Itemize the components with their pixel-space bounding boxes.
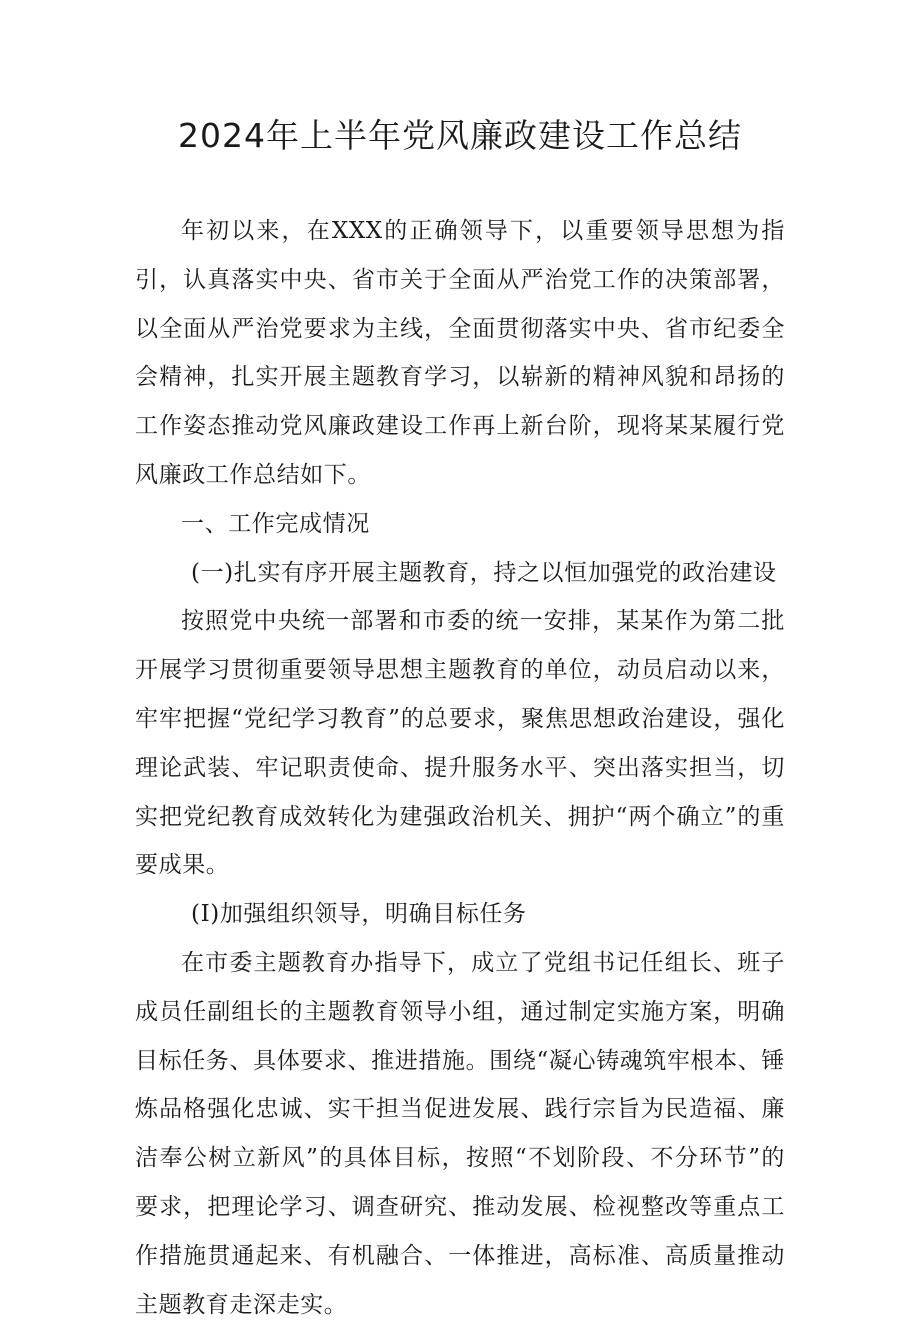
item-heading-organization: (I)加强组织领导，明确目标任务 xyxy=(191,901,527,928)
document-title: 2024年上半年党风廉政建设工作总结 xyxy=(178,116,742,155)
organization-paragraph: 在市委主题教育办指导下，成立了党组书记任组长、班子成员任副组长的主题教育领导小组，通过制定实施方案，明确目标任务、具体要求、推进措施。围绕“凝心铸魂筑牢根本、锤炼品格强化忠诚、实干担当促进发展、践行宗旨为民造福、廉洁奉公树立新风”的具体目标，按照“不划阶段、不分环节”的要求，把理论学习、调查研究、推动发展、检视整改等重点工作措施贯通起来、有机融合、一体推进，高标准、高质量推动主题教育走深走实。 xyxy=(135,949,785,1318)
document-body xyxy=(135,207,785,1329)
intro-paragraph: 年初以来，在XXX的正确领导下，以重要领导思想为指引，认真落实中央、省市关于全面从严治党工作的决策部署，以全面从严治党要求为主线，全面贯彻落实中央、省市纪委全会精神，扎实开展主题教育学习，以崭新的精神风貌和昂扬的工作姿态推动党风廉政建设工作再上新台阶，现将某某履行党风廉政工作总结如下。 xyxy=(135,218,785,488)
theme-education-paragraph: 按照党中央统一部署和市委的统一安排，某某作为第二批开展学习贯彻重要领导思想主题教育的单位，动员启动以来，牢牢把握“党纪学习教育”的总要求，聚焦思想政治建设，强化理论武装、牢记职责使命、提升服务水平、突出落实担当，切实把党纪教育成效转化为建强政治机关、拥护“两个确立”的重要成果。 xyxy=(135,608,785,879)
subsection-heading-theme-education: (一)扎实有序开展主题教育，持之以恒加强党的政治建设 xyxy=(191,559,777,586)
section-heading-work-status: 一、工作完成情况 xyxy=(181,510,370,537)
